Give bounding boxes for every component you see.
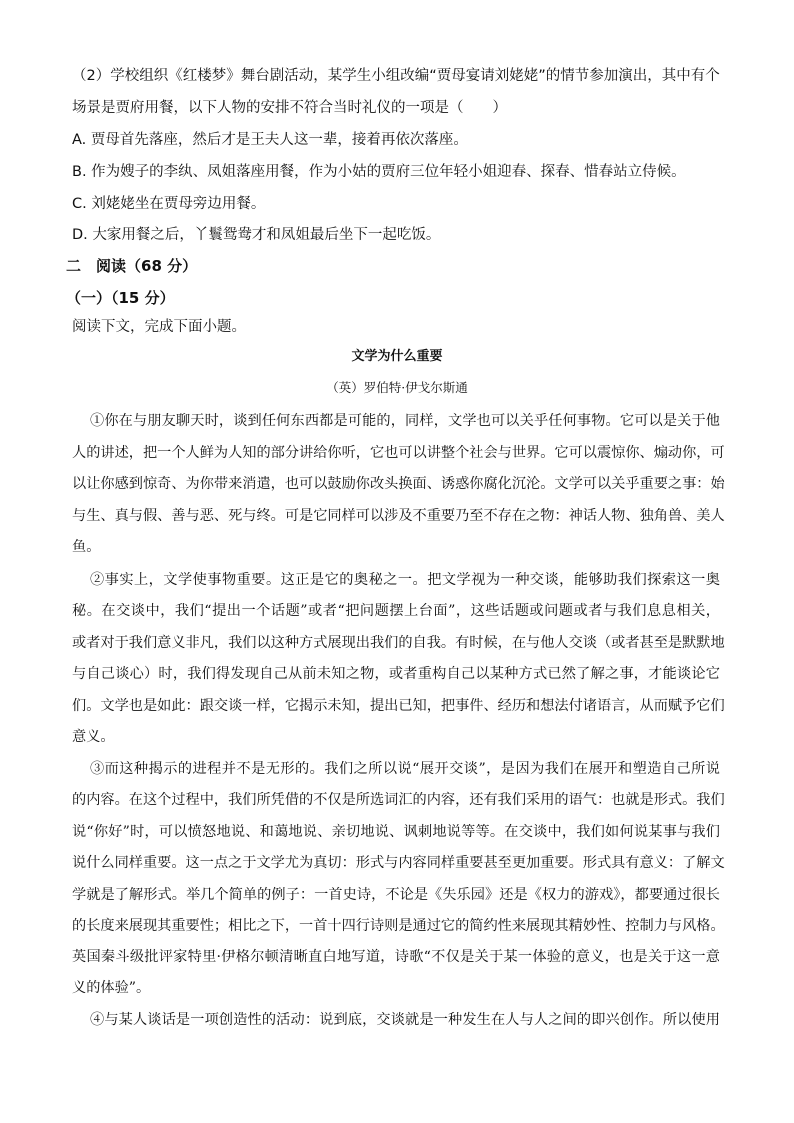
article-line: ②事实上，文学使事物重要。这正是它的奥秘之一。把文学视为一种交谈，能够助我们探索这一奥: [90, 572, 720, 588]
article-line: 秘。在交谈中，我们“提出一个话题”或者“把问题摆上台面”，这些话题或问题或者与我们息息相关，: [72, 603, 720, 619]
article-line: 或者对于我们意义非凡，我们以这种方式展现出我们的自我。有时候，在与他人交谈（或者甚至是默默地: [72, 635, 725, 651]
article-line: ④与某人谈话是一项创造性的活动：说到底，交谈就是一种发生在人与人之间的即兴创作。所以使用: [90, 1012, 720, 1028]
article-line: 的长度来展现其重要性；相比之下，一首十四行诗则是通过它的简约性来展现其精妙性、控制力与风格。: [72, 918, 725, 934]
article-title: 文学为什么重要: [351, 349, 443, 364]
article-line: 人的讲述，把一个人鲜为人知的部分讲给你听，它也可以讲整个社会与世界。它可以震惊你、煽动你，可: [72, 445, 725, 461]
article-line: 与自己谈心）时，我们得发现自己从前未知之物，或者重构自己以某种方式已然了解之事，才能谈论它: [72, 666, 720, 682]
question-2-stem-line-2: 场景是贾府用餐，以下人物的安排不符合当时礼仪的一项是（ ）: [72, 100, 507, 116]
article-line: 以让你感到惊奇、为你带来消遣，也可以鼓励你改头换面、诱惑你腐化沉沦。文学可以关乎重要之事：始: [72, 476, 725, 492]
question-2-option-d: D. 大家用餐之后，丫鬟鸳鸯才和凤姐最后坐下一起吃饭。: [72, 227, 441, 243]
article-line: 说“你好”时，可以愤怒地说、和蔼地说、亲切地说、讽刺地说等等。在交谈中，我们如何说某事与我们: [72, 824, 720, 840]
question-2-option-a: A. 贾母首先落座，然后才是王夫人这一辈，接着再依次落座。: [72, 132, 468, 148]
article-line: ③而这种揭示的进程并不是无形的。我们之所以说“展开交谈”，是因为我们在展开和塑造自己所说: [90, 761, 720, 777]
question-2-stem-line-1: （2）学校组织《红楼梦》舞台剧活动，某学生小组改编“贾母宴请刘姥姥”的情节参加演出，其中有个: [72, 68, 720, 84]
question-2-option-c: C. 刘姥姥坐在贾母旁边用餐。: [72, 196, 266, 212]
article-line: 义的体验”。: [72, 980, 151, 996]
article-author: （英）罗伯特·伊戈尔斯通: [326, 380, 468, 395]
article-line: 的内容。在这个过程中，我们所凭借的不仅是所选词汇的内容，还有我们采用的语气：也就是形式。我们: [72, 792, 725, 808]
article-line: 们。文学也是如此：跟交谈一样，它揭示未知，提出已知，把事件、经历和想法付诸语言，从而赋予它们: [72, 698, 725, 714]
sub-section-heading: （一）（15 分）: [66, 289, 175, 307]
article-line: 与生、真与假、善与恶、死与终。可是它同样可以涉及不重要乃至不存在之物：神话人物、独角兽、美人: [72, 508, 725, 524]
article-line: 英国秦斗级批评家特里·伊格尔顿清晰直白地写道，诗歌“不仅是关于某一体验的意义，也是关于这一意: [72, 949, 720, 965]
article-line: 意义。: [72, 729, 115, 745]
article-line: ①你在与朋友聊天时，谈到任何东西都是可能的，同样，文学也可以关乎任何事物。它可以是关于他: [90, 413, 720, 429]
section-heading: 二 阅读（68 分）: [66, 257, 198, 275]
article-line: 鱼。: [72, 539, 101, 555]
article-line: 说什么同样重要。这一点之于文学尤为真切：形式与内容同样重要甚至更加重要。形式具有意义：了解文: [72, 855, 725, 871]
question-2-option-b: B. 作为嫂子的李纨、凤姐落座用餐，作为小姑的贾府三位年轻小姐迎春、探春、惜春站立侍候。: [72, 164, 686, 180]
article-line: 学就是了解形式。举几个简单的例子：一首史诗，不论是《失乐园》还是《权力的游戏》，都要通过很长: [72, 887, 720, 903]
reading-instruction: 阅读下文，完成下面小题。: [72, 319, 246, 335]
